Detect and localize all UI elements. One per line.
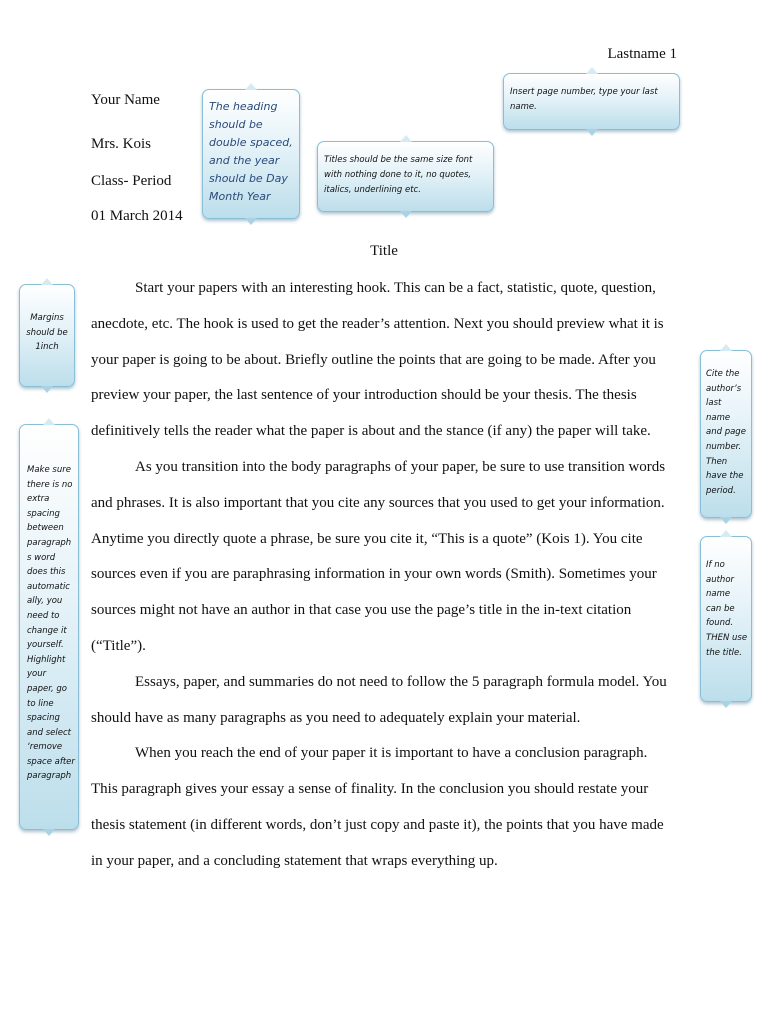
body-text xyxy=(91,271,675,880)
paragraph-conclusion: When you reach the end of your paper it is important to have a conclusion paragraph. This paragraph gives your essay a sense of finality. In the conclusion you should restate your thesis statement (in different words, don’t just copy and paste it), the points that you have made in your paper, and a concluding statement that wraps everything up. xyxy=(91,745,664,869)
callout-heading-note: The heading should be double spaced, and the year should be Day Month Year xyxy=(202,89,300,219)
callout-cite-note: Cite the author’s last name and page number. Then have the period. xyxy=(700,350,752,518)
paragraph-body: As you transition into the body paragraphs of your paper, be sure to use transition words and phrases. It is also important that you cite any sources that you used to get your information. Anytime you directly quote a phrase, be sure you cite it, “This is a quote” (Kois 1). You cite sources even if you are paraphrasing information in your own words (Smith). Sometimes your sources might not have an author in that case you use the page’s title in the in-text citation (“Title”). xyxy=(91,458,666,654)
paper-title: Title xyxy=(370,243,398,259)
callout-page-number-note: Insert page number, type your last name. xyxy=(503,73,680,130)
paragraph-structure: Essays, paper, and summaries do not need to follow the 5 paragraph formula model. You should have as many paragraphs as you need to adequately explain your material. xyxy=(91,673,667,726)
paragraph-introduction: Start your papers with an interesting hook. This can be a fact, statistic, quote, question, anecdote, etc. The hook is used to get the reader’s attention. Next you should preview what it is your paper is going to be about. Briefly outline the points that are going to be made. After you preview your paper, the last sentence of your introduction should be your thesis. The thesis definitively tells the reader what the paper is about and the stance (if any) the paper will take. xyxy=(91,280,664,440)
callout-margins-note: Margins should be 1inch xyxy=(19,284,75,387)
heading-teacher: Mrs. Kois xyxy=(91,136,152,152)
heading-date: 01 March 2014 xyxy=(91,208,183,224)
heading-name: Your Name xyxy=(91,92,160,108)
running-head: Lastname 1 xyxy=(607,46,677,62)
callout-title-note: Titles should be the same size font with nothing done to it, no quotes, italics, underlining etc. xyxy=(317,141,494,212)
callout-spacing-note: Make sure there is no extra spacing between paragraph s word does this automatic ally, you need to change it yourself. Highlight your paper, go to line spacing and select ‘remove space after paragraph xyxy=(19,424,79,830)
heading-class-period: Class- Period xyxy=(91,173,172,189)
callout-no-author-note: If no author name can be found. THEN use the title. xyxy=(700,536,752,702)
